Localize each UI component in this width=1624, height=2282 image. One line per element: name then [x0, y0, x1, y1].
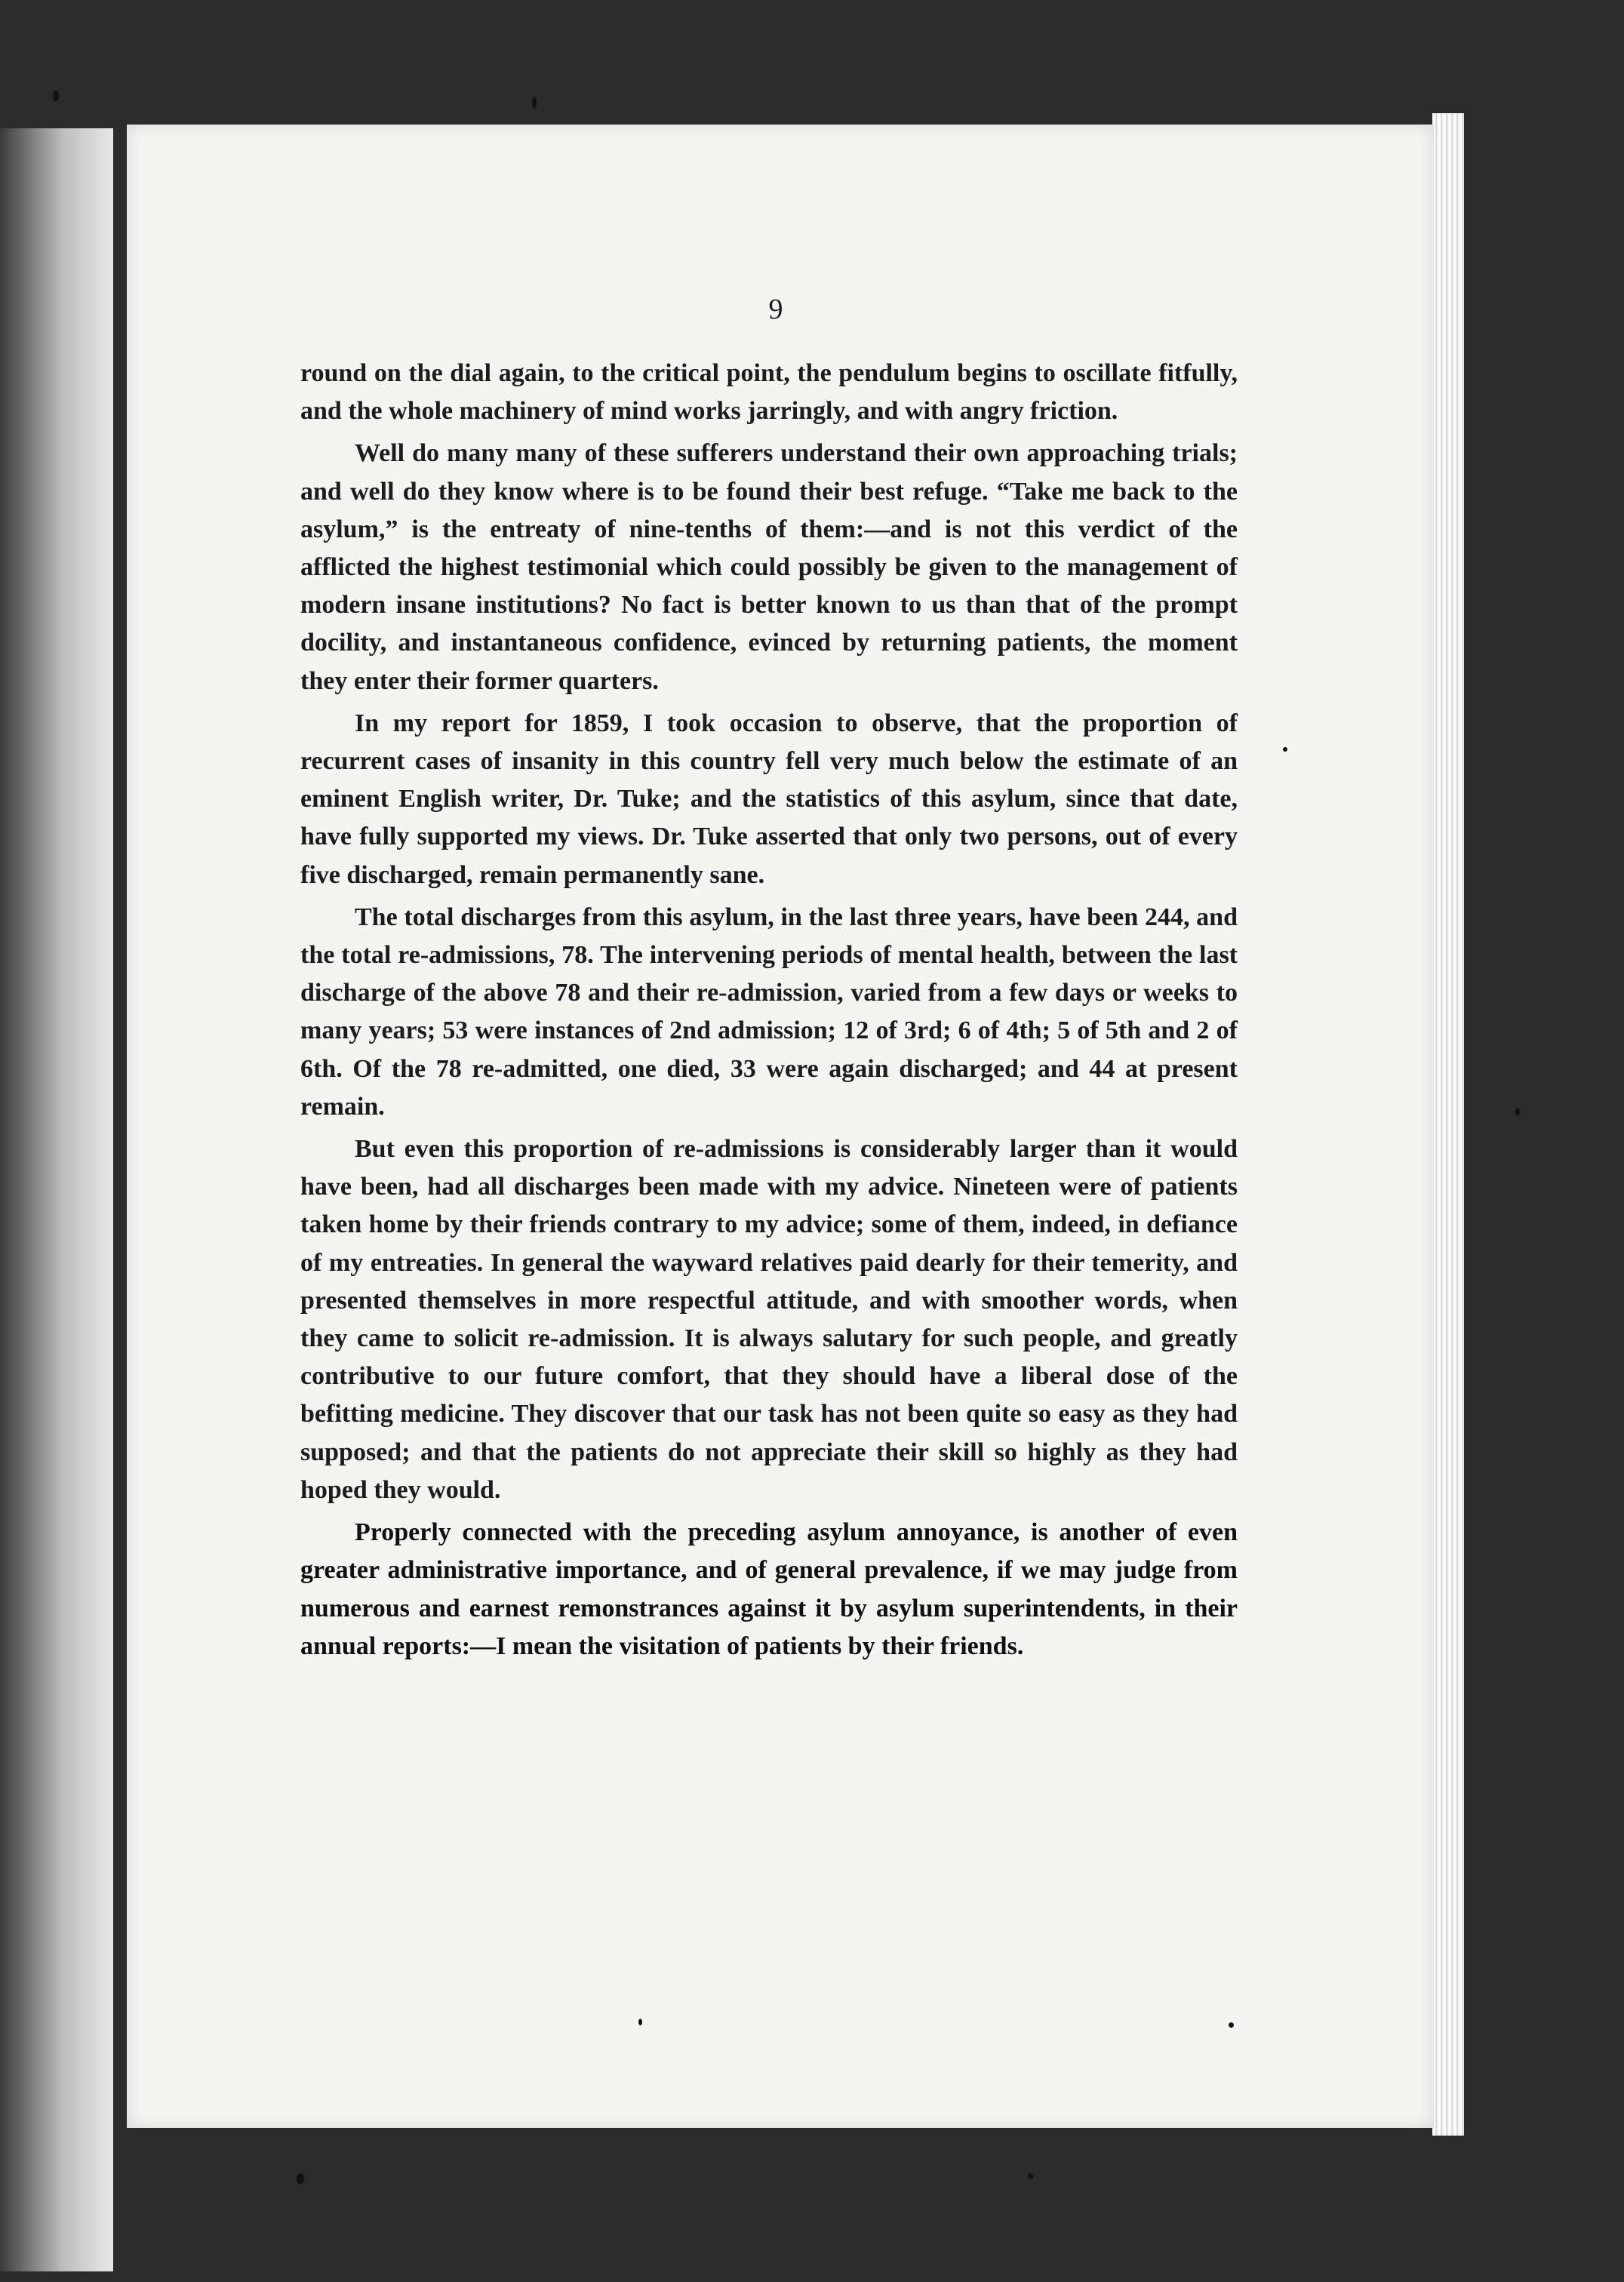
- left-page-edge: [0, 128, 113, 2271]
- scan-speck: [532, 97, 537, 109]
- scan-speck: [1515, 1108, 1520, 1115]
- scan-speck: [1229, 2022, 1234, 2028]
- scan-speck: [638, 2019, 642, 2025]
- paragraph-5: But even this proportion of re-admissions is considerably larger than it would have been, had all discharges been made with my advice. Nineteen were of patients taken home by their friends contrary to my advice; some of them, indeed, in defiance of my entreaties. In general the wayward relatives paid dearly for their temerity, and presented themselves in more respectful attitude, and with smoother words, when they came to solicit re-admission. It is always salutary for such people, and greatly contributive to our future comfort, that they should have a liberal dose of the befitting medicine. They discover that our task has not been quite so easy as they had supposed; and that the patients do not appreciate their skill so highly as they had hoped they would.: [300, 1135, 1238, 1504]
- paragraph-6: Properly connected with the preceding asylum annoyance, is another of even greater administrative importance, and of general prevalence, if we may judge from numerous and earnest remonstrances against it by asylum superintendents, in their annual reports:—I mean the visitation of patients by their friends.: [300, 1518, 1238, 1660]
- scan-speck: [1028, 2173, 1033, 2179]
- paragraph-1: round on the dial again, to the critical point, the pendulum begins to oscillate fitfully, and the whole machinery of mind works jarringly, and with angry friction.: [300, 359, 1238, 426]
- paragraph-3: In my report for 1859, I took occasion to observe, that the proportion of recurrent cases of insanity in this country fell very much below the estimate of an eminent English writer, Dr. Tuke; and the statistics of this asylum, since that date, have fully supported my views. Dr. Tuke asserted that only two persons, out of every five discharged, remain permanently sane.: [300, 709, 1238, 889]
- scan-speck: [53, 91, 59, 101]
- page-number: 9: [768, 294, 783, 325]
- paragraph-4: The total discharges from this asylum, in the last three years, have been 244, and the total re-admissions, 78. The intervening periods of mental health, between the last discharge of the above 78 and their re-admission, varied from a few days or weeks to many years; 53 were instances of 2nd admission; 12 of 3rd; 6 of 4th; 5 of 5th and 2 of 6th. Of the 78 re-admitted, one died, 33 were again discharged; and 44 at present remain.: [300, 903, 1238, 1121]
- page-stack-edge: [1432, 113, 1464, 2136]
- scan-speck: [297, 2173, 304, 2184]
- page-text: [300, 355, 1238, 1670]
- paragraph-2: Well do many many of these sufferers understand their own approaching trials; and well do they know where is to be found their best refuge. “Take me back to the asylum,” is the entreaty of nine-tenths of them:—and is not this verdict of the afflicted the highest testimonial which could possibly be given to the management of modern insane institutions? No fact is better known to us than that of the prompt docility, and instantaneous confidence, evinced by returning patients, the moment they enter their former quarters.: [300, 439, 1238, 695]
- scan-speck: [1283, 747, 1287, 752]
